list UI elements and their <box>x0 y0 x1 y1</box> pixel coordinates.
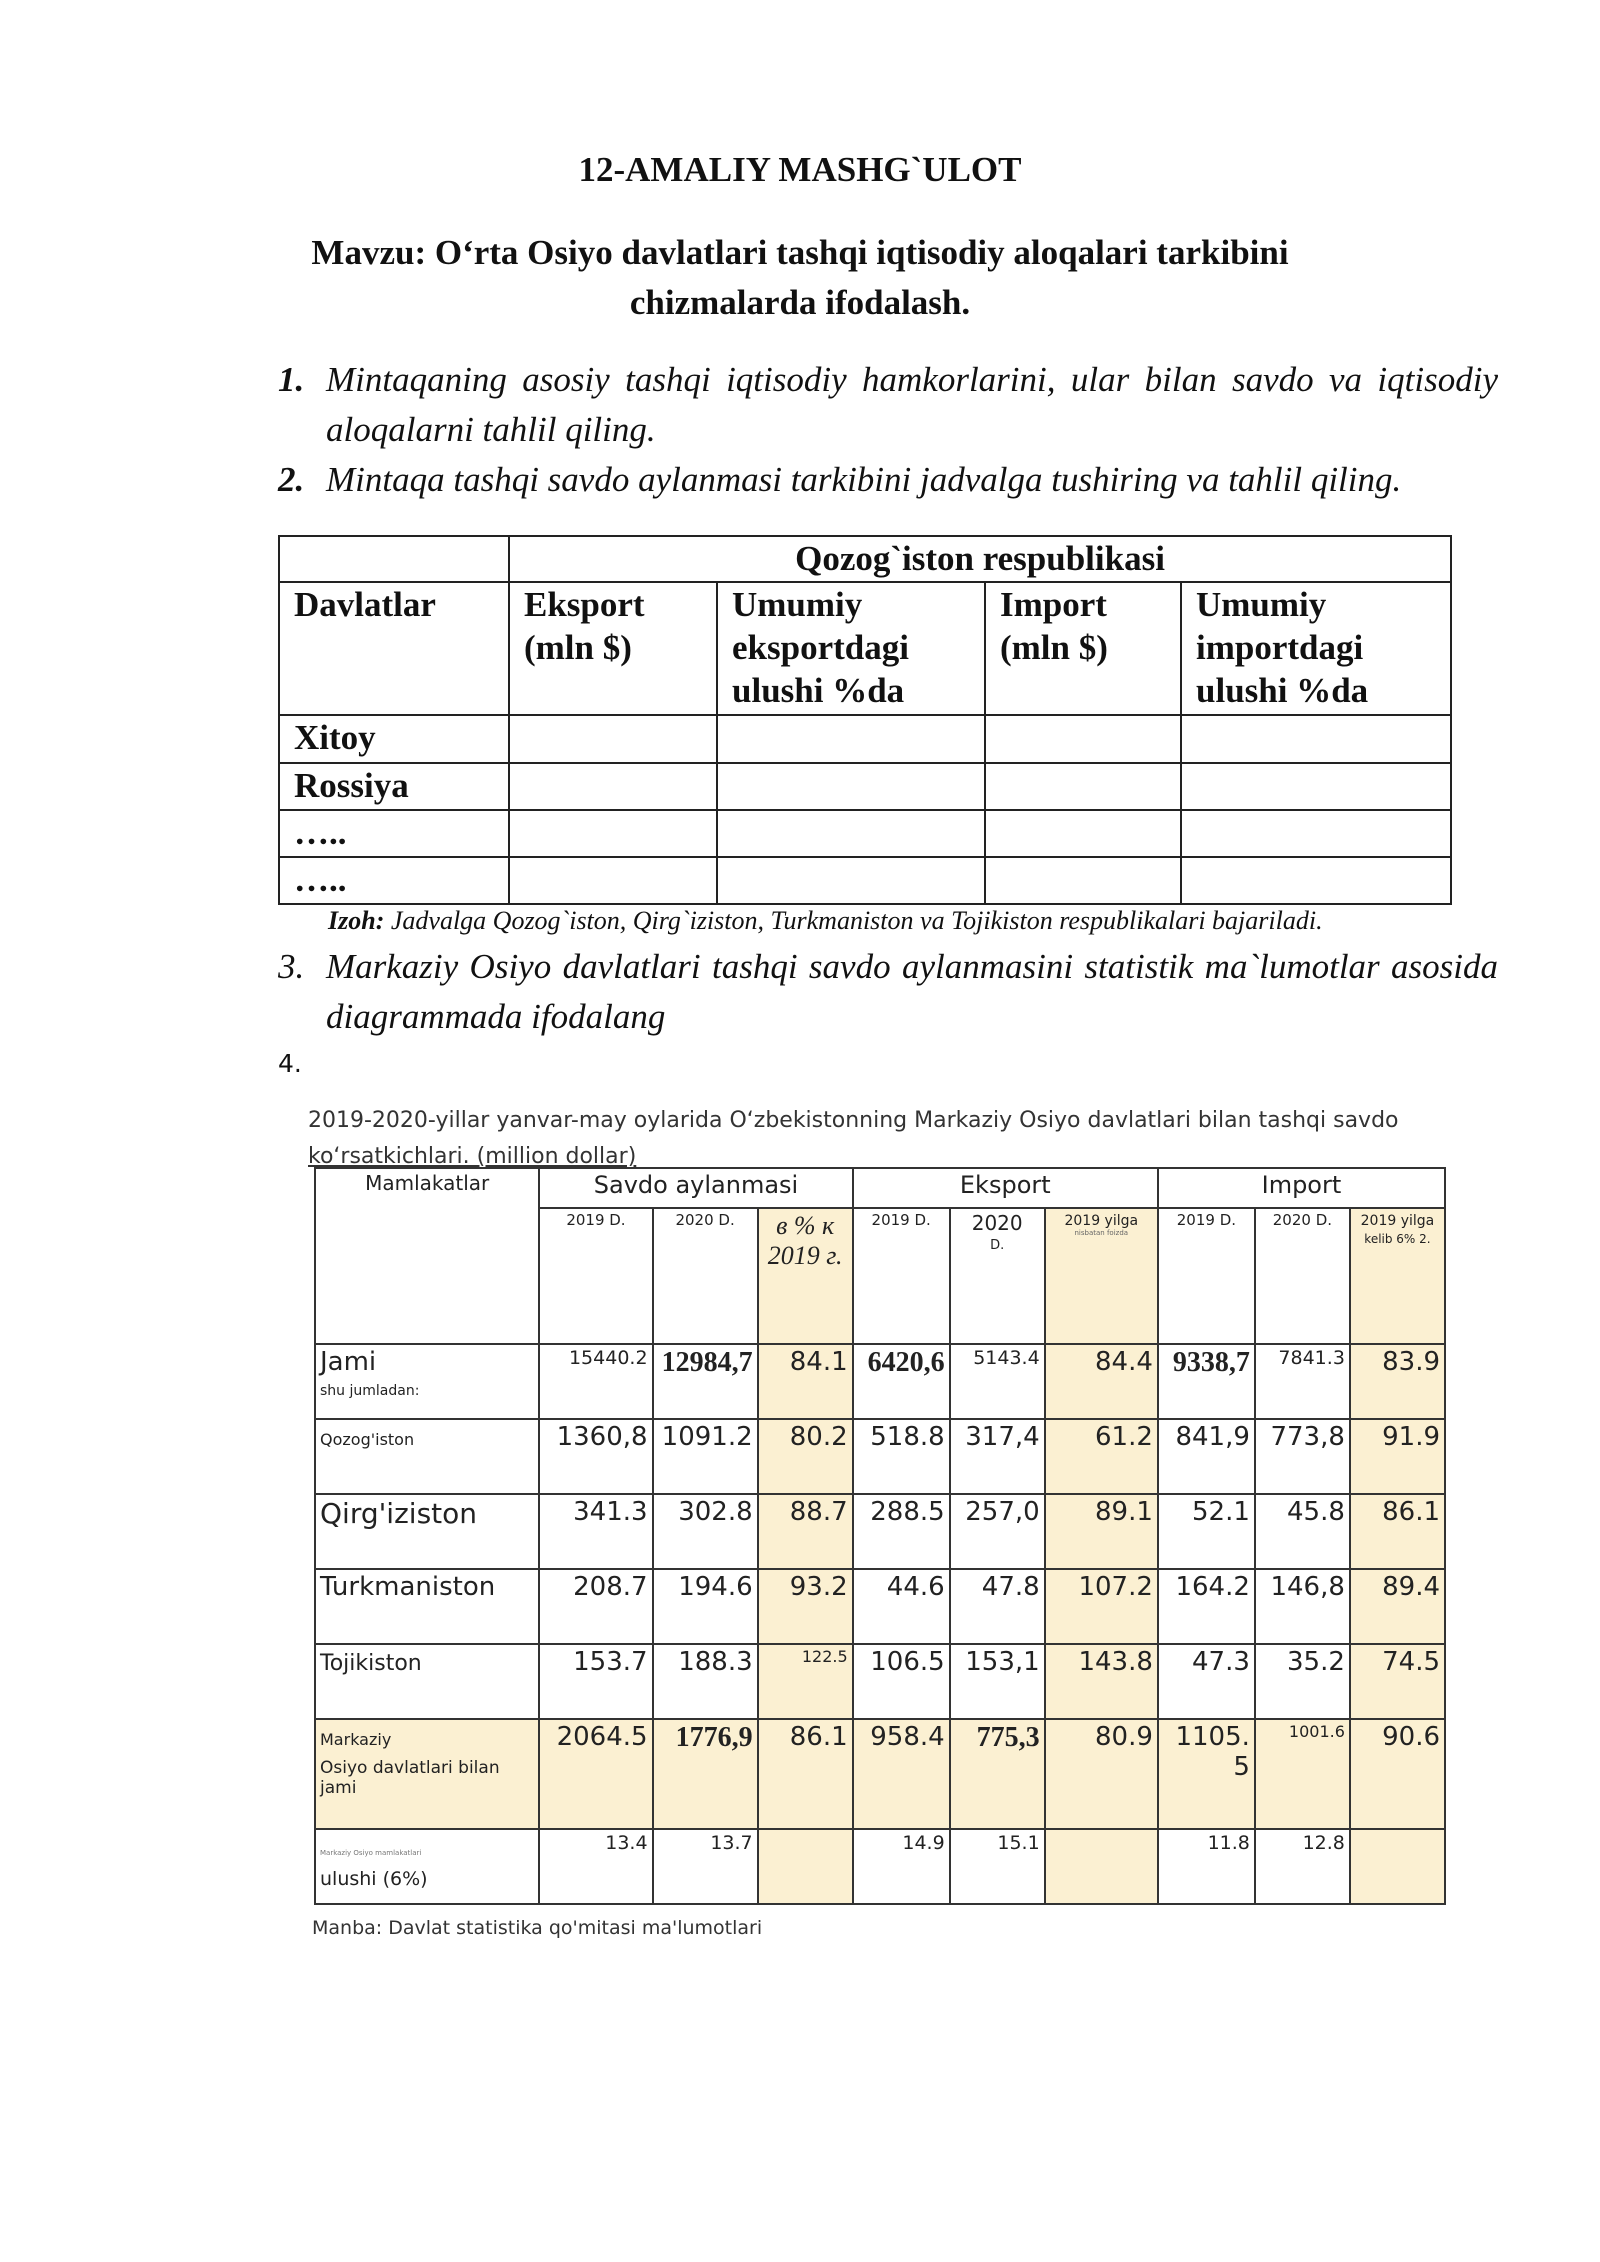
table-cell: 153.7 <box>539 1644 652 1719</box>
table-cell: 84.1 <box>758 1344 853 1419</box>
table-cell <box>985 857 1181 904</box>
caption-line-2: ko‘rsatkichlari. (million dollar) <box>308 1144 637 1169</box>
table-row <box>315 1644 1445 1719</box>
table-cell: 15440.2 <box>539 1344 652 1419</box>
table-row <box>315 1494 1445 1569</box>
table-cell: 47.3 <box>1158 1644 1255 1719</box>
table-cell <box>758 1829 853 1904</box>
header-eksport: Eksport (mln $) <box>509 582 717 715</box>
task-text: Mintaqa tashqi savdo aylanmasi tarkibini jadvalga tushiring va tahlil qiling. <box>326 460 1402 499</box>
central-asia-trade-table <box>314 1167 1446 1905</box>
header-imp-pct <box>1350 1208 1445 1344</box>
topic-line-1: Mavzu: O‘rta Osiyo davlatlari tashqi iqtisodiy aloqalari tarkibini <box>311 233 1289 272</box>
row-name: Qirg'iziston <box>320 1497 478 1530</box>
table-cell: 7841.3 <box>1255 1344 1350 1419</box>
header-2019: 2019 D. <box>539 1208 652 1344</box>
row-name-cell <box>315 1569 539 1644</box>
table-cell: 12.8 <box>1255 1829 1350 1904</box>
table-cell: 1001.6 <box>1255 1719 1350 1829</box>
table-cell: 35.2 <box>1255 1644 1350 1719</box>
header-eksport: Eksport <box>853 1168 1158 1208</box>
table-cell: 6420,6 <box>853 1344 950 1419</box>
task-number: 1. <box>278 360 305 399</box>
header-mamlakatlar: Mamlakatlar <box>315 1168 539 1344</box>
table-cell <box>1181 763 1451 810</box>
table-cell: 122.5 <box>758 1644 853 1719</box>
task-3 <box>278 942 1498 1042</box>
table-cell: 89.4 <box>1350 1569 1445 1644</box>
table-cell <box>717 857 985 904</box>
row-sub: Osiyo davlatlari bilan jami <box>320 1758 500 1798</box>
table-cell <box>717 810 985 857</box>
table-cell <box>1181 810 1451 857</box>
task-number: 2. <box>278 460 305 499</box>
table-cell <box>717 715 985 762</box>
table-row <box>315 1419 1445 1494</box>
row-name: Markaziy Osiyo mamlakatlari <box>320 1849 422 1857</box>
table-cell: 45.8 <box>1255 1494 1350 1569</box>
table-cell: 143.8 <box>1045 1644 1158 1719</box>
table-cell: 317,4 <box>950 1419 1045 1494</box>
table-cell: 775,3 <box>950 1719 1045 1829</box>
header-import: Import (mln $) <box>985 582 1181 715</box>
header-exp-pct <box>1045 1208 1158 1344</box>
table-cell: 13.4 <box>539 1829 652 1904</box>
table-cell: 84.4 <box>1045 1344 1158 1419</box>
header-savdo: Savdo aylanmasi <box>539 1168 852 1208</box>
image-caption <box>308 1103 1399 1175</box>
row-name: Jami <box>320 1347 377 1377</box>
table-cell: 89.1 <box>1045 1494 1158 1569</box>
task-number: 3. <box>278 947 305 986</box>
table-cell <box>1181 715 1451 762</box>
table-row <box>315 1344 1445 1419</box>
row-name: Markaziy <box>320 1730 392 1749</box>
table-cell <box>1181 857 1451 904</box>
table-body <box>315 1344 1445 1904</box>
table-cell: 194.6 <box>653 1569 758 1644</box>
task-text: Markaziy Osiyo davlatlari tashqi savdo aylanmasini statistik ma`lumotlar asosida diagrammada ifodalang <box>326 947 1498 1036</box>
header-davlatlar: Davlatlar <box>279 582 509 715</box>
table-cell <box>985 763 1181 810</box>
note-text: Jadvalga Qozog`iston, Qirg`iziston, Turkmaniston va Tojikiston respublikalari bajariladi. <box>384 906 1323 935</box>
table-cell: 518.8 <box>853 1419 950 1494</box>
table-cell: 153,1 <box>950 1644 1045 1719</box>
row-label: Xitoy <box>279 715 509 762</box>
row-name-cell <box>315 1494 539 1569</box>
note-label: Izoh: <box>328 906 385 935</box>
row-name: Qozog'iston <box>320 1430 415 1449</box>
row-name: Turkmaniston <box>320 1572 496 1602</box>
row-label: ….. <box>279 810 509 857</box>
header-pct-handwritten: в % к 2019 г. <box>758 1208 853 1344</box>
table-cell: 773,8 <box>1255 1419 1350 1494</box>
task-1 <box>278 355 1498 455</box>
table-cell: 74.5 <box>1350 1644 1445 1719</box>
kazakhstan-trade-table <box>278 535 1452 905</box>
row-name: Tojikiston <box>320 1651 422 1676</box>
table-cell: 13.7 <box>653 1829 758 1904</box>
row-label: Rossiya <box>279 763 509 810</box>
group-header: Qozog`iston respublikasi <box>509 536 1451 582</box>
note <box>328 906 1323 936</box>
table-cell: 90.6 <box>1350 1719 1445 1829</box>
table-cell <box>1045 1829 1158 1904</box>
table-cell: 2064.5 <box>539 1719 652 1829</box>
exp-pct-label: 2019 yilga <box>1064 1213 1139 1229</box>
table-cell: 288.5 <box>853 1494 950 1569</box>
table-cell: 107.2 <box>1045 1569 1158 1644</box>
header-import: Import <box>1158 1168 1445 1208</box>
table-row <box>315 1569 1445 1644</box>
imp-pct-label: 2019 yilga <box>1360 1213 1435 1229</box>
table-cell: 83.9 <box>1350 1344 1445 1419</box>
table-cell <box>509 810 717 857</box>
header-exp-2020 <box>950 1208 1045 1344</box>
table-cell: 88.7 <box>758 1494 853 1569</box>
table-cell: 146,8 <box>1255 1569 1350 1644</box>
table-cell: 93.2 <box>758 1569 853 1644</box>
table-cell: 5143.4 <box>950 1344 1045 1419</box>
table-cell: 1776,9 <box>653 1719 758 1829</box>
topic-line-2: chizmalarda ifodalash. <box>629 283 971 322</box>
table-cell: 86.1 <box>758 1719 853 1829</box>
header-import-share: Umumiy importdagi ulushi %da <box>1181 582 1451 715</box>
table-cell: 257,0 <box>950 1494 1045 1569</box>
table-cell <box>1350 1829 1445 1904</box>
table-cell: 14.9 <box>853 1829 950 1904</box>
row-name-cell <box>315 1419 539 1494</box>
document-title: 12-AMALIY MASHG`ULOT <box>578 150 1022 189</box>
row-sub: ulushi (6%) <box>320 1868 428 1890</box>
table-cell <box>509 763 717 810</box>
header-2020: 2020 D. <box>653 1208 758 1344</box>
table-cell <box>509 715 717 762</box>
topic-heading <box>300 228 1300 328</box>
table-cell <box>509 857 717 904</box>
table-row <box>315 1719 1445 1829</box>
table-cell: 302.8 <box>653 1494 758 1569</box>
table-cell: 341.3 <box>539 1494 652 1569</box>
table-cell: 188.3 <box>653 1644 758 1719</box>
table-cell: 9338,7 <box>1158 1344 1255 1419</box>
table-cell: 91.9 <box>1350 1419 1445 1494</box>
table-cell: 1360,8 <box>539 1419 652 1494</box>
header-export-share: Umumiy eksportdagi ulushi %da <box>717 582 985 715</box>
table-corner-cell <box>279 536 509 582</box>
exp-pct-fine: nisbatan foizda <box>1074 1229 1129 1237</box>
row-sub: shu jumladan: <box>320 1383 420 1399</box>
table-cell <box>985 715 1181 762</box>
table-cell: 164.2 <box>1158 1569 1255 1644</box>
row-label: ….. <box>279 857 509 904</box>
imp-pct-sub: kelib 6% 2. <box>1364 1232 1431 1246</box>
table-cell: 106.5 <box>853 1644 950 1719</box>
table-cell: 1091.2 <box>653 1419 758 1494</box>
table-cell: 841,9 <box>1158 1419 1255 1494</box>
table-cell: 1105.5 <box>1158 1719 1255 1829</box>
task-2 <box>278 455 1498 505</box>
table-cell: 52.1 <box>1158 1494 1255 1569</box>
table-cell: 80.9 <box>1045 1719 1158 1829</box>
header-exp-2019: 2019 D. <box>853 1208 950 1344</box>
table-cell: 15.1 <box>950 1829 1045 1904</box>
exp-2020-sub: D. <box>990 1238 1005 1253</box>
source-note: Manba: Davlat statistika qo'mitasi ma'lumotlari <box>312 1917 763 1939</box>
table-cell: 80.2 <box>758 1419 853 1494</box>
table-cell: 61.2 <box>1045 1419 1158 1494</box>
caption-line-1: 2019-2020-yillar yanvar-may oylarida O‘zbekistonning Markaziy Osiyo davlatlari bilan tashqi savdo <box>308 1108 1399 1133</box>
table-cell: 86.1 <box>1350 1494 1445 1569</box>
header-imp-2019: 2019 D. <box>1158 1208 1255 1344</box>
row-name-cell <box>315 1644 539 1719</box>
header-imp-2020: 2020 D. <box>1255 1208 1350 1344</box>
table-cell <box>985 810 1181 857</box>
table-cell <box>717 763 985 810</box>
table-cell: 44.6 <box>853 1569 950 1644</box>
table-cell: 208.7 <box>539 1569 652 1644</box>
table-cell: 47.8 <box>950 1569 1045 1644</box>
row-name-cell <box>315 1829 539 1904</box>
task-4-number: 4. <box>278 1049 302 1078</box>
table-cell: 12984,7 <box>653 1344 758 1419</box>
task-text: Mintaqaning asosiy tashqi iqtisodiy hamkorlarini, ular bilan savdo va iqtisodiy aloqalarni tahlil qiling. <box>326 360 1498 449</box>
row-name-cell <box>315 1344 539 1419</box>
row-name-cell <box>315 1719 539 1829</box>
table-cell: 958.4 <box>853 1719 950 1829</box>
table-cell: 11.8 <box>1158 1829 1255 1904</box>
exp-2020-label: 2020 <box>971 1211 1023 1235</box>
table-row <box>315 1829 1445 1904</box>
